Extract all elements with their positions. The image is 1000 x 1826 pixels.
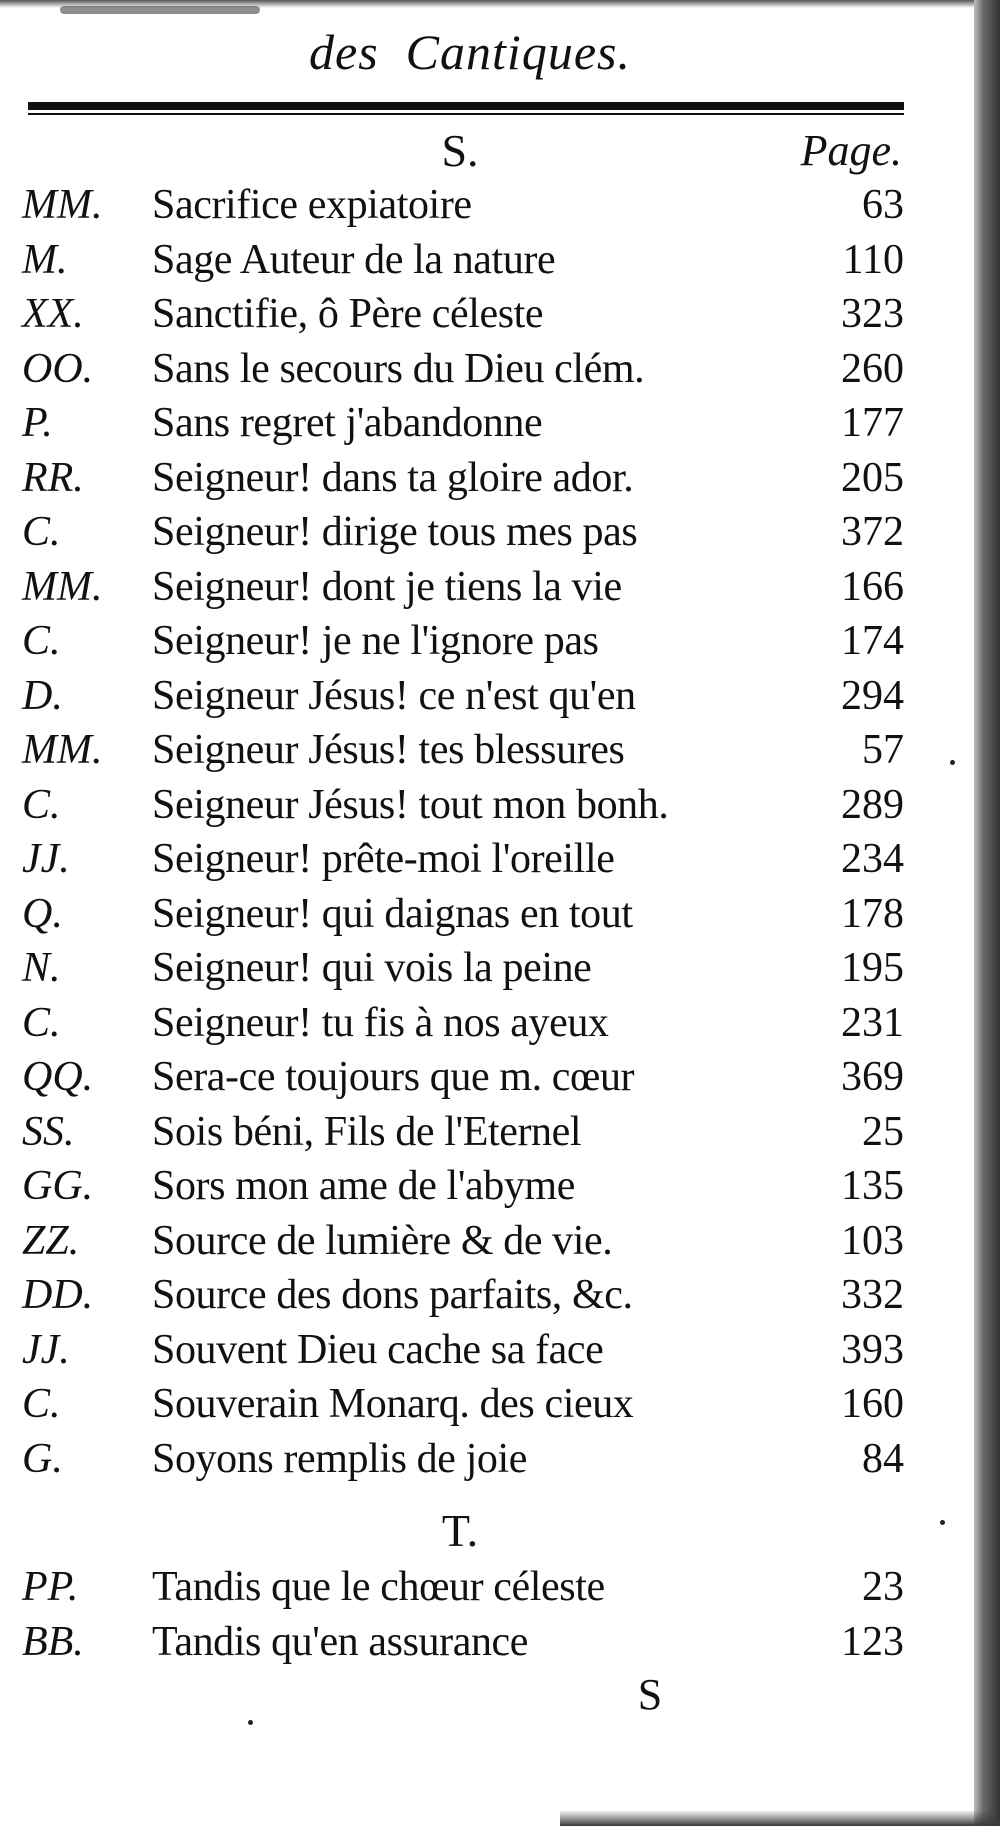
index-entry (0, 1214, 1000, 1268)
entry-title: Souverain Monarq. des cieux (152, 1381, 634, 1427)
index-entry (0, 396, 1000, 450)
entry-page-number: 369 (841, 1054, 904, 1100)
page-column-heading: Page. (800, 126, 902, 175)
entry-title: Seigneur! dont je tiens la vie (152, 563, 622, 610)
entry-title: Seigneur Jésus! ce n'est qu'en (152, 672, 636, 719)
header-rule (28, 102, 904, 110)
entry-tune-code: C. (22, 618, 61, 664)
index-entry (0, 342, 1000, 396)
entry-title: Seigneur! tu fis à nos ayeux (152, 999, 609, 1046)
index-entry (0, 287, 1000, 341)
index-entry (0, 1050, 1000, 1104)
index-entry (0, 178, 1000, 232)
entry-tune-code: C. (22, 509, 61, 555)
entry-page-number: 63 (862, 182, 904, 228)
index-entry (0, 1560, 1000, 1614)
entry-page-number: 25 (862, 1108, 904, 1155)
index-entry (0, 669, 1000, 723)
index-entry (0, 1268, 1000, 1322)
entry-page-number: 177 (841, 400, 904, 446)
entry-page-number: 234 (841, 836, 904, 882)
entry-page-number: 205 (841, 454, 904, 501)
entry-tune-code: Q. (22, 890, 63, 937)
entry-tune-code: QQ. (22, 1054, 94, 1100)
index-entry (0, 1323, 1000, 1377)
entry-page-number: 260 (841, 345, 904, 392)
entry-page-number: 160 (841, 1381, 904, 1427)
entry-tune-code: BB. (22, 1618, 84, 1665)
entry-title: Sans regret j'abandonne (152, 400, 543, 446)
entry-title: Tandis qu'en assurance (152, 1618, 529, 1665)
entry-page-number: 174 (841, 618, 904, 664)
entry-page-number: 57 (862, 727, 904, 773)
index-entry (0, 778, 1000, 832)
catchword: S (637, 1670, 663, 1719)
index-entry (0, 1159, 1000, 1213)
entry-title: Source de lumière & de vie. (152, 1217, 613, 1264)
entry-title: Seigneur Jésus! tes blessures (152, 727, 625, 773)
entry-tune-code: C. (22, 781, 61, 828)
entry-tune-code: XX. (22, 291, 84, 337)
entry-title: Souvent Dieu cache sa face (152, 1326, 604, 1373)
entry-page-number: 294 (841, 672, 904, 719)
entry-page-number: 289 (841, 781, 904, 828)
index-entry (0, 1432, 1000, 1486)
section-letter-t: T. (441, 1505, 479, 1556)
scan-speck (248, 1720, 253, 1725)
section-letter-s: S. (441, 125, 479, 176)
entry-page-number: 110 (842, 236, 904, 283)
entry-tune-code: D. (22, 672, 63, 719)
entry-tune-code: ZZ. (22, 1217, 80, 1264)
entry-page-number: 323 (841, 291, 904, 337)
entry-tune-code: C. (22, 999, 61, 1046)
index-entry (0, 832, 1000, 886)
scan-speck (950, 760, 955, 765)
index-entry (0, 723, 1000, 777)
entry-title: Seigneur! qui vois la peine (152, 945, 592, 991)
entry-tune-code: SS. (22, 1108, 75, 1155)
entry-title: Sage Auteur de la nature (152, 236, 556, 283)
index-entry (0, 560, 1000, 614)
index-entry (0, 1377, 1000, 1431)
entry-page-number: 103 (841, 1217, 904, 1264)
entry-tune-code: M. (22, 236, 68, 283)
entry-title: Seigneur! je ne l'ignore pas (152, 618, 599, 664)
entry-tune-code: G. (22, 1435, 63, 1482)
entry-tune-code: JJ. (22, 1326, 70, 1373)
index-entry (0, 1615, 1000, 1669)
index-entry (0, 996, 1000, 1050)
entry-tune-code: P. (22, 400, 53, 446)
entry-page-number: 393 (841, 1326, 904, 1373)
entry-tune-code: PP. (22, 1564, 79, 1610)
entry-page-number: 332 (841, 1272, 904, 1318)
index-entry (0, 941, 1000, 995)
entry-tune-code: JJ. (22, 836, 70, 882)
entry-title: Sans le secours du Dieu clém. (152, 345, 645, 392)
entry-title: Sors mon ame de l'abyme (152, 1163, 575, 1209)
entry-title: Sanctifie, ô Père céleste (152, 291, 544, 337)
index-entry (0, 451, 1000, 505)
entry-page-number: 178 (841, 890, 904, 937)
index-entry (0, 505, 1000, 559)
entry-page-number: 23 (862, 1564, 904, 1610)
entry-title: Sera-ce toujours que m. cœur (152, 1054, 635, 1100)
entry-page-number: 123 (841, 1618, 904, 1665)
index-entry (0, 233, 1000, 287)
entry-title: Seigneur! dirige tous mes pas (152, 509, 638, 555)
entry-tune-code: MM. (22, 727, 103, 773)
entry-page-number: 231 (841, 999, 904, 1046)
entry-page-number: 166 (841, 563, 904, 610)
index-entry (0, 887, 1000, 941)
entry-page-number: 195 (841, 945, 904, 991)
entry-title: Tandis que le chœur céleste (152, 1564, 605, 1610)
entry-tune-code: N. (22, 945, 61, 991)
entry-title: Source des dons parfaits, &c. (152, 1272, 633, 1318)
entry-title: Seigneur Jésus! tout mon bonh. (152, 781, 669, 828)
scan-bottom-edge (560, 1810, 1000, 1826)
header-rule-thin (28, 113, 904, 115)
entry-tune-code: C. (22, 1381, 61, 1427)
entry-tune-code: RR. (22, 454, 84, 501)
index-entry (0, 614, 1000, 668)
entry-title: Seigneur! prête-moi l'oreille (152, 836, 615, 882)
entry-title: Seigneur! dans ta gloire ador. (152, 454, 634, 501)
entry-page-number: 135 (841, 1163, 904, 1209)
entry-tune-code: MM. (22, 563, 103, 610)
scan-top-smudge (60, 6, 260, 14)
entry-title: Sois béni, Fils de l'Eternel (152, 1108, 582, 1155)
entry-title: Soyons remplis de joie (152, 1435, 528, 1482)
entry-tune-code: MM. (22, 182, 103, 228)
entry-tune-code: OO. (22, 345, 94, 392)
running-head: des Cantiques. (309, 24, 631, 80)
index-entry (0, 1105, 1000, 1159)
entry-page-number: 372 (841, 509, 904, 555)
scan-speck (940, 1520, 945, 1525)
entry-tune-code: DD. (22, 1272, 94, 1318)
entry-page-number: 84 (862, 1435, 904, 1482)
entry-tune-code: GG. (22, 1163, 94, 1209)
entry-title: Seigneur! qui daignas en tout (152, 890, 633, 937)
entry-title: Sacrifice expiatoire (152, 182, 472, 228)
